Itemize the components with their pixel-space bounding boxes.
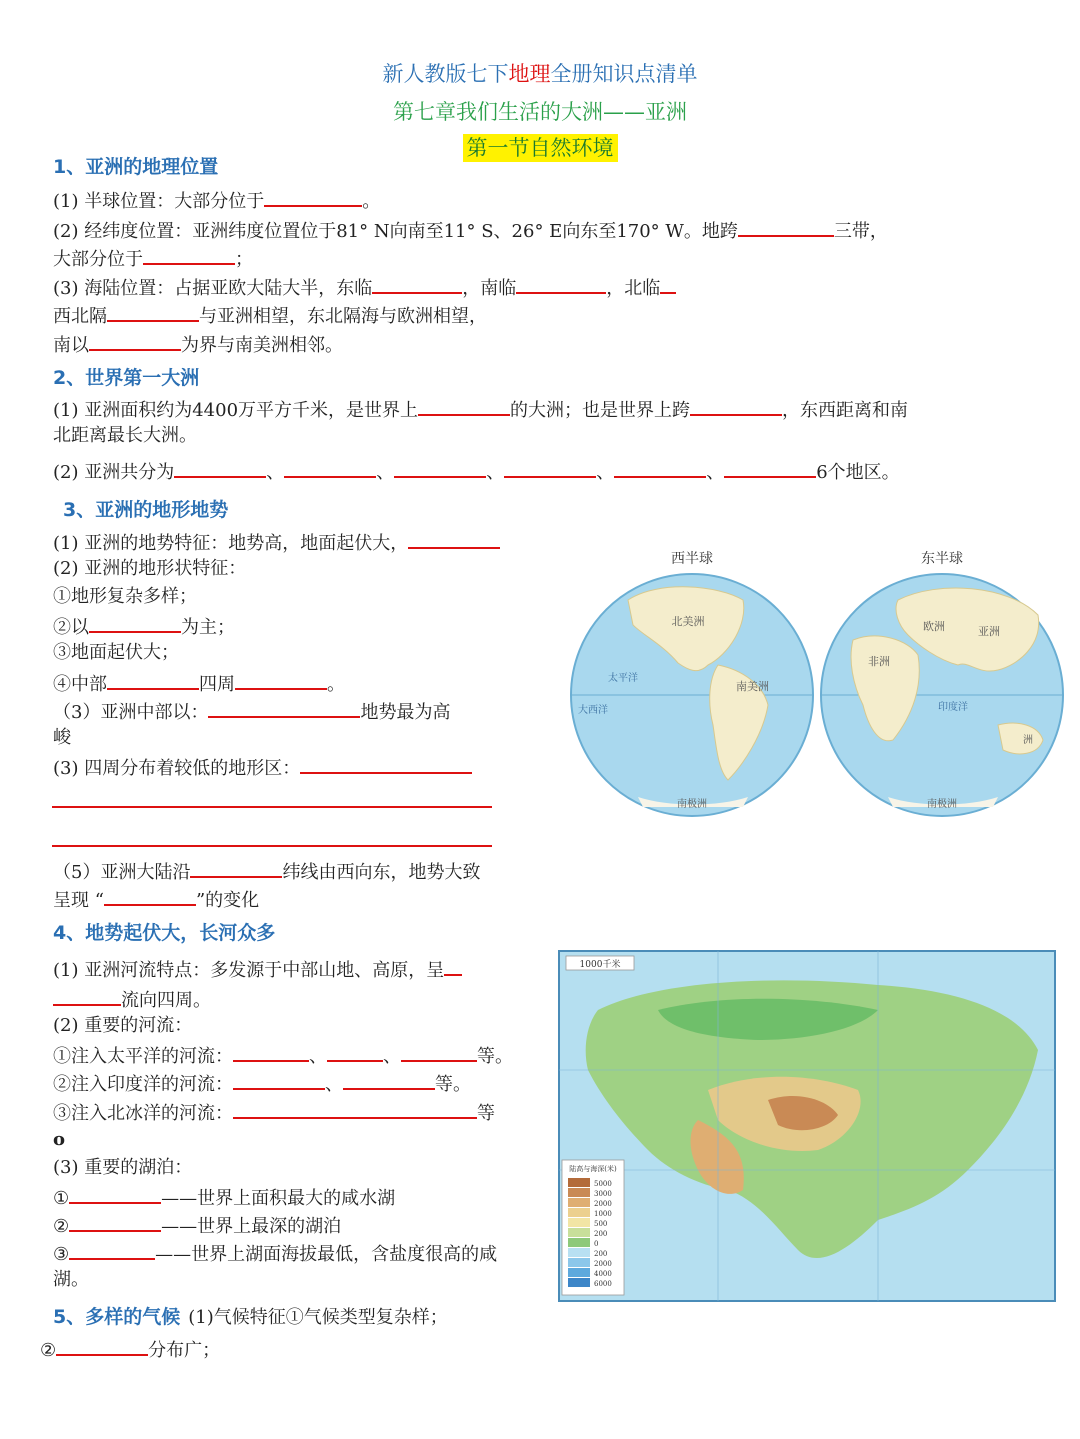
legend-value: 2000	[594, 1200, 612, 1208]
answer-line	[52, 806, 492, 808]
legend-swatch	[568, 1248, 590, 1257]
legend-value: 0	[594, 1240, 599, 1248]
label-africa: 非洲	[868, 655, 890, 668]
s4-line3: (2) 重要的河流：	[53, 1015, 193, 1036]
s1-line2: (2) 经纬度位置：亚洲纬度位置位于81° N向南至11° S、26° E向东至170° W。地跨 三带，	[53, 217, 888, 244]
s4-line8: (3) 重要的湖泊：	[53, 1157, 193, 1178]
s4-line11: ③ ——世界上湖面海拔最低，含盐度很高的咸	[53, 1240, 558, 1267]
legend-swatch	[568, 1268, 590, 1277]
s1-line5: 西北隔 与亚洲相望，东北隔海与欧洲相望，	[53, 302, 487, 329]
s4-line12: 湖。	[53, 1269, 89, 1290]
legend-swatch	[568, 1208, 590, 1217]
s1-line3: 大部分位于 ；	[53, 245, 253, 272]
s5-heading-line: 5、多样的气候 (1)气候特征①气候类型复杂样；	[53, 1306, 448, 1328]
s3-line10: （5）亚洲大陆沿 纬线由西向东，地势大致	[53, 858, 480, 885]
s2-line1: (1) 亚洲面积约为4400万平方千米，是世界上 的大洲；也是世界上跨 ，东西距离和南	[53, 396, 908, 423]
label-south-america: 南美洲	[736, 680, 769, 693]
label-antarctica-east: 南极洲	[927, 799, 957, 810]
heading-climate: 5、多样的气候	[53, 1306, 181, 1328]
elevation-legend	[568, 1178, 612, 1288]
s3-line3: ①地形复杂多样；	[53, 586, 197, 607]
s4-line7: o	[53, 1129, 66, 1150]
s3-line4: ②以 为主；	[53, 613, 235, 640]
legend-value: 6000	[594, 1280, 612, 1288]
legend-value: 2000	[594, 1260, 612, 1268]
heading-rivers: 4、地势起伏大，长河众多	[53, 922, 276, 944]
legend-swatch	[568, 1278, 590, 1287]
chapter-title: 第七章我们生活的大洲——亚洲	[393, 100, 687, 124]
legend-swatch	[568, 1228, 590, 1237]
s3-line7: （3）亚洲中部以： 地势最为高	[53, 698, 450, 725]
s3-line8: 峻	[53, 727, 71, 748]
s3-line11: 呈现 “ ”的变化	[53, 886, 259, 913]
s2-line3: (2) 亚洲共分为 、 、 、 、 、 6个地区。	[53, 458, 900, 485]
label-europe: 欧洲	[923, 620, 945, 633]
s1-line4: (3) 海陆位置：占据亚欧大陆大半，东临 ，南临 ，北临	[53, 274, 676, 301]
s4-line5: ②注入印度洋的河流： 、 等。	[53, 1070, 471, 1097]
legend-swatch	[568, 1238, 590, 1247]
s4-line1: (1) 亚洲河流特点：多发源于中部山地、高原，呈	[53, 956, 462, 983]
west-hemisphere-title: 西半球	[671, 551, 713, 567]
s3-line2: (2) 亚洲的地形状特征：	[53, 558, 247, 579]
heading-location: 1、亚洲的地理位置	[53, 156, 219, 178]
legend-swatch	[568, 1218, 590, 1227]
s2-line2: 北距离最长大洲。	[53, 425, 197, 446]
s3-line9: (3) 四周分布着较低的地形区：	[53, 754, 472, 781]
legend-value: 4000	[594, 1270, 612, 1278]
label-pacific-west: 太平洋	[608, 673, 638, 684]
legend-swatch	[568, 1178, 590, 1187]
legend-value: 3000	[594, 1190, 612, 1198]
legend-title: 陆高与海深(米)	[569, 1165, 617, 1173]
legend-value: 500	[594, 1220, 608, 1228]
heading-largest-continent: 2、世界第一大洲	[53, 367, 200, 389]
answer-line	[52, 845, 492, 847]
s1-line1: (1) 半球位置：大部分位于 。	[53, 187, 380, 214]
legend-value: 1000	[594, 1210, 612, 1218]
label-antarctica-west: 南极洲	[677, 799, 707, 810]
label-indian-ocean: 印度洋	[938, 702, 968, 713]
s5-line2: ② 分布广；	[40, 1336, 220, 1363]
label-asia: 亚洲	[978, 625, 1000, 638]
s3-line5: ③地面起伏大；	[53, 642, 179, 663]
s4-line4: ①注入太平洋的河流： 、 、 等。	[53, 1042, 513, 1069]
s4-line10: ② ——世界上最深的湖泊	[53, 1212, 341, 1239]
s3-line6: ④中部 四周 。	[53, 670, 345, 697]
asia-topographic-map	[558, 950, 1056, 1302]
legend-value: 5000	[594, 1180, 612, 1188]
legend-value: 200	[594, 1250, 608, 1258]
s4-line2: 流向四周。	[53, 986, 211, 1013]
label-oceania: 洲	[1023, 735, 1033, 746]
map-scale: 1000千米	[579, 960, 621, 970]
s4-line9: ① ——世界上面积最大的咸水湖	[53, 1184, 395, 1211]
heading-terrain: 3、亚洲的地形地势	[63, 499, 229, 521]
label-atlantic: 大西洋	[578, 705, 608, 716]
s3-line1: (1) 亚洲的地势特征：地势高，地面起伏大，	[53, 529, 500, 556]
legend-swatch	[568, 1198, 590, 1207]
east-hemisphere-title: 东半球	[921, 551, 963, 567]
legend-swatch	[568, 1188, 590, 1197]
world-hemisphere-map	[568, 545, 1073, 825]
s4-line6: ③注入北冰洋的河流： 等	[53, 1099, 495, 1126]
s1-line6: 南以 为界与南美洲相邻。	[53, 331, 343, 358]
doc-title: 新人教版七下地理全册知识点清单	[382, 62, 698, 86]
legend-swatch	[568, 1258, 590, 1267]
section-title: 第一节自然环境	[0, 132, 1080, 162]
label-north-america: 北美洲	[671, 615, 705, 628]
legend-value: 200	[594, 1230, 608, 1238]
